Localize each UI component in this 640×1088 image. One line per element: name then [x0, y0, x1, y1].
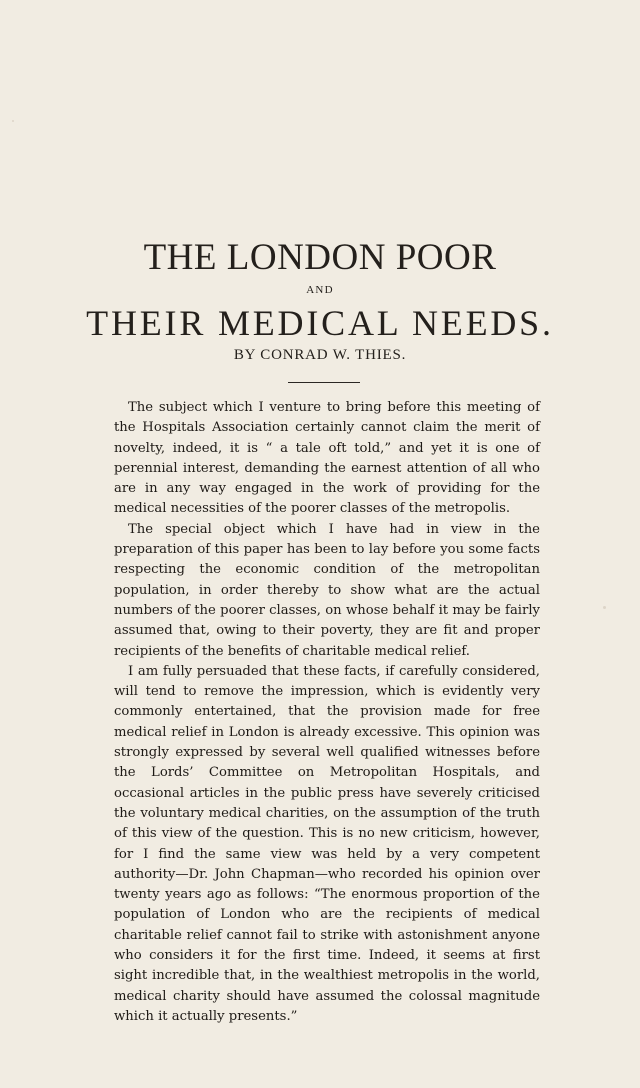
paragraph: The special object which I have had in view in the preparation of this paper has been to lay before you some facts respecting the economic condition of the metropolitan population, in order thereby to show what are the actual numbers of the poorer classes, on whose behalf it may be fairly assumed that, owing to their poverty, they are fit and proper recipients of the benefits of charitable medical relief.: [114, 521, 540, 659]
author-byline: BY CONRAD W. THIES.: [233, 347, 407, 363]
title-line-1: THE LONDON POOR: [143, 237, 497, 278]
article-body: [114, 398, 540, 1027]
paragraph: The subject which I venture to bring before this meeting of the Hospitals Association certainly cannot claim the merit of novelty, indeed, it is “ a tale oft told,” and yet it is one of perennial interest, demanding the earnest attention of all who are in any way engaged in the work of providing for the medical necessities of the poorer classes of the metropolis.: [114, 400, 540, 517]
section-divider: [288, 382, 360, 383]
title-line-2: THEIR MEDICAL NEEDS.: [86, 303, 554, 343]
paper-spot-mark: [603, 606, 606, 609]
paragraph: I am fully persuaded that these facts, if carefully considered, will tend to remove the impression, which is evidently very commonly entertained, that the provision made for free medical relief in London is already excessive. This opinion was strongly expressed by several well qualified witnesses before the Lords’ Committee on Metropolitan Hospitals, and occasional articles in the public press have severely criticised the voluntary medical charities, on the assumption of the truth of this view of the question. This is no new criticism, however, for I find the same view was held by a very competent authority—Dr. John Chapman—who recorded his opinion over twenty years ago as follows: “The enormous proportion of the population of London who are the recipients of medical charitable relief cannot fail to strike with astonishment anyone who considers it for the first time. Indeed, it seems at first sight incredible that, in the wealthiest metropolis in the world, medical charity should have assumed the colossal magnitude which it actually presents.”: [114, 663, 540, 1024]
title-connector: AND: [306, 284, 334, 296]
paper-spot-mark: [12, 120, 14, 122]
